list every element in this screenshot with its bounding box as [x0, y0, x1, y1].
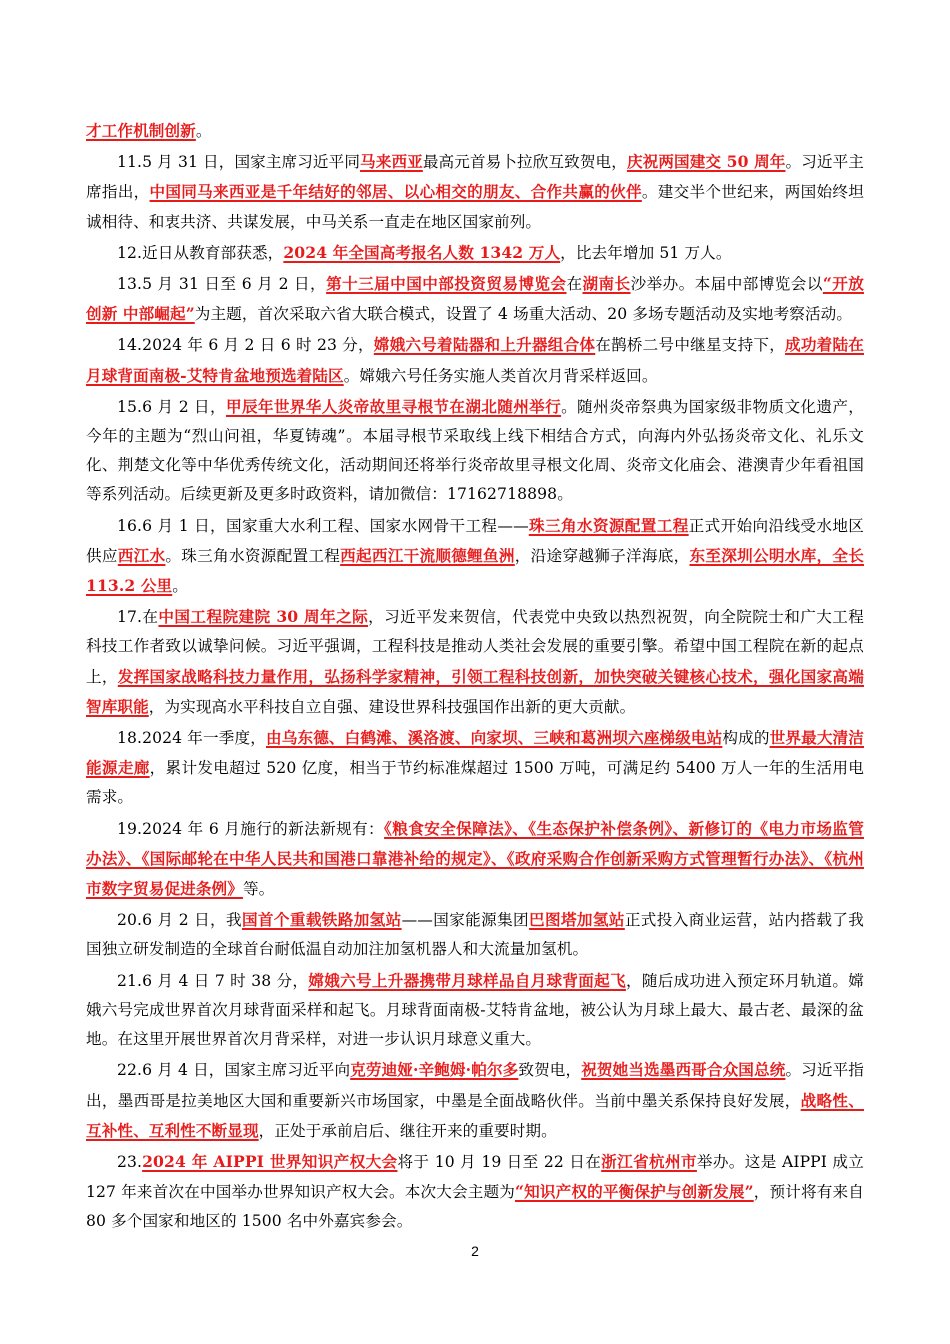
body-text: 构成的 — [722, 729, 770, 748]
body-text: 举办。这是 AIPPI 成立 127 年来首次在中国举办世界知识产权大会。本次大会主题为 — [86, 1152, 864, 1202]
body-text: 。嫦娥六号任务实施人类首次月背采样返回。 — [343, 366, 658, 385]
news-item-paragraph — [86, 330, 864, 390]
highlighted-keyphrase: 战略性、互补性、互利性不断显现 — [86, 1090, 864, 1140]
document-body — [86, 116, 864, 1238]
highlighted-keyphrase: 西起西江干流顺德鲤鱼洲 — [340, 545, 515, 565]
body-text: 。珠三角水资源配置工程 — [165, 546, 341, 565]
body-text: 15.6 月 2 日， — [117, 397, 226, 416]
highlighted-keyphrase: 巴图塔加氢站 — [529, 910, 625, 930]
body-text: ，预计将有来自 80 多个国家和地区的 1500 名中外嘉宾参会。 — [86, 1183, 865, 1231]
highlighted-keyphrase: 甲辰年世界华人炎帝故里寻根节在湖北随州举行 — [225, 396, 562, 416]
body-text: 16.6 月 1 日，国家重大水利工程、国家水网骨干工程—— — [117, 516, 529, 535]
body-text: ——国家能源集团 — [401, 911, 530, 930]
highlighted-keyphrase: 庆祝两国建交 50 周年 — [626, 152, 786, 172]
body-text: 在鹊桥二号中继星支持下， — [595, 336, 786, 355]
body-text: 11.5 月 31 日，国家主席习近平同 — [117, 153, 361, 172]
body-text: ，随后成功进入预定环月轨道。嫦娥六号完成世界首次月球背面采样和起飞。月球背面南极-艾特肯盆地，被公认为月球上最大、最古老、最深的盆地。在这里开展世界首次月背采样，对进一步认识月球意义重大。 — [86, 971, 864, 1049]
body-text: ，比去年增加 51 万人。 — [560, 243, 732, 262]
highlighted-keyphrase: 嫦娥六号上升器携带月球样品自月球背面起飞 — [308, 970, 626, 990]
highlighted-keyphrase: 湖南长 — [582, 274, 631, 294]
body-text: 。习近平指出，墨西哥是拉美地区大国和重要新兴市场国家，中墨是全面战略伙伴。当前中墨关系保持良好发展， — [86, 1061, 864, 1110]
body-text: 12.近日从教育部获悉， — [117, 243, 284, 262]
body-text: 。习近平主席指出， — [86, 153, 864, 202]
body-text: ，沿途穿越狮子洋海底， — [514, 546, 690, 565]
highlighted-keyphrase: 浙江省杭州市 — [601, 1151, 697, 1171]
body-text: ，习近平发来贺信，代表党中央致以热烈祝贺，向全院院士和广大工程科技工作者致以诚挚问候。习近平强调，工程科技是推动人类社会发展的重要引擎。希望中国工程院在新的起点上， — [86, 608, 864, 686]
news-item-paragraph — [86, 966, 864, 1055]
body-text: 正式开始向沿线受水地区供应 — [86, 516, 864, 565]
page-number: 2 — [471, 1243, 479, 1259]
highlighted-keyphrase: 由乌东德、白鹤滩、溪洛渡、向家坝、三峡和葛洲坝六座梯级电站 — [265, 728, 723, 748]
news-item-paragraph — [86, 116, 864, 146]
highlighted-keyphrase: 第十三届中国中部投资贸易博览会 — [326, 274, 567, 294]
body-text: 23. — [117, 1152, 143, 1171]
body-text: ，累计发电超过 520 亿度，相当于节约标准煤超过 1500 万吨，可满足约 5400 万人一年的生活用电需求。 — [86, 759, 864, 807]
highlighted-keyphrase: 珠三角水资源配置工程 — [528, 515, 689, 535]
highlighted-keyphrase: 2024 年全国高考报名人数 1342 万人 — [283, 242, 561, 262]
body-text: 将于 10 月 19 日至 22 日在 — [397, 1152, 602, 1171]
highlighted-keyphrase: 祝贺她当选墨西哥合众国总统 — [581, 1060, 786, 1080]
news-item-paragraph — [86, 269, 864, 329]
news-item-paragraph — [86, 1147, 864, 1237]
body-text: 21.6 月 4 日 7 时 38 分， — [117, 971, 309, 990]
body-text: 等。 — [242, 880, 275, 899]
highlighted-keyphrase: 国首个重载铁路加氢站 — [241, 910, 402, 930]
news-item-paragraph — [86, 392, 864, 510]
highlighted-keyphrase: 才工作机制创新 — [86, 121, 196, 140]
highlighted-keyphrase: 成功着陆在月球背面南极-艾特肯盆地预选着陆区 — [86, 335, 864, 385]
news-item-paragraph — [86, 511, 864, 602]
body-text: 正式投入商业运营，站内搭载了我国独立研发制造的全球首台耐低温自动加注加氢机器人和大流量加氢机。 — [86, 911, 864, 959]
body-text: 18.2024 年一季度， — [117, 729, 266, 748]
news-item-paragraph — [86, 1055, 864, 1146]
highlighted-keyphrase: 东至深圳公明水库，全长 113.2 公里 — [86, 545, 864, 596]
highlighted-keyphrase: 克劳迪娅·辛鲍姆·帕尔多 — [350, 1060, 519, 1080]
highlighted-keyphrase: 2024 年 AIPPI 世界知识产权大会 — [142, 1151, 398, 1171]
news-item-paragraph — [86, 147, 864, 237]
body-text: 17.在 — [117, 608, 159, 627]
news-item-paragraph — [86, 238, 864, 268]
highlighted-keyphrase: 发挥国家战略科技力量作用，弘扬科学家精神，引领工程科技创新，加快突破关键核心技术，强化国家高端智库职能 — [86, 666, 864, 716]
news-item-paragraph — [86, 723, 864, 813]
highlighted-keyphrase: “知识产权的平衡保护与创新发展” — [515, 1182, 754, 1202]
body-text: 。 — [195, 122, 212, 140]
body-text: 在 — [566, 275, 583, 294]
body-text: 22.6 月 4 日，国家主席习近平向 — [117, 1061, 351, 1080]
body-text: ，正处于承前启后、继往开来的重要时期。 — [258, 1121, 557, 1140]
body-text: 。 — [172, 577, 188, 596]
highlighted-keyphrase: 世界最大清洁能源走廊 — [86, 728, 864, 778]
body-text: ，为实现高水平科技自立自强、建设世界科技强国作出新的更大贡献。 — [148, 697, 636, 716]
body-text: 沙举办。本届中部博览会以 — [630, 275, 823, 294]
highlighted-keyphrase: 中国工程院建院 30 周年之际 — [158, 607, 369, 627]
highlighted-keyphrase: 马来西亚 — [360, 152, 423, 172]
news-item-paragraph — [86, 905, 864, 964]
highlighted-keyphrase: “开放创新 中部崛起” — [86, 274, 864, 324]
body-text: 19.2024 年 6 月施行的新法新规有： — [117, 819, 385, 838]
highlighted-keyphrase: 中国同马来西亚是千年结好的邻居、以心相交的朋友、合作共赢的伙伴 — [149, 182, 642, 202]
body-text: 。随州炎帝祭典为国家级非物质文化遗产，今年的主题为“烈山问祖，华夏铸魂”。本届寻根节采取线上线下相结合方式，向海内外弘扬炎帝文化、礼乐文化、荆楚文化等中华优秀传统文化，活动期间还将举行炎帝故里寻根文化周、炎帝文化庙会、港澳青少年看祖国等系列活动。后续更新及更多时政资料，请加微信：17162718898。 — [86, 397, 864, 504]
body-text: 。建交半个世纪来，两国始终坦诚相待、和衷共济、共谋发展，中马关系一直走在地区国家前列。 — [86, 183, 864, 231]
body-text: 14.2024 年 6 月 2 日 6 时 23 分， — [117, 336, 374, 355]
body-text: 致贺电， — [518, 1061, 582, 1080]
highlighted-keyphrase: 《粮食安全保障法》、《生态保护补偿条例》、新修订的《电力市场监管办法》、《国际邮轮在中华人民共和国港口靠港补给的规定》、《政府采购合作创新采购方式管理暂行办法》、《杭州市数字贸易促进条例》 — [86, 818, 864, 899]
body-text: 13.5 月 31 日至 6 月 2 日， — [117, 275, 327, 294]
highlighted-keyphrase: 嫦娥六号着陆器和上升器组合体 — [373, 335, 596, 355]
highlighted-keyphrase: 西江水 — [117, 545, 166, 565]
news-item-paragraph — [86, 814, 864, 905]
body-text: 20.6 月 2 日，我 — [117, 911, 242, 930]
news-item-paragraph — [86, 602, 864, 722]
body-text: 为主题，首次采取六省大联合模式，设置了 4 场重大活动、20 多场专题活动及实地考察活动。 — [194, 305, 853, 324]
body-text: 最高元首易卜拉欣互致贺电， — [422, 153, 627, 172]
